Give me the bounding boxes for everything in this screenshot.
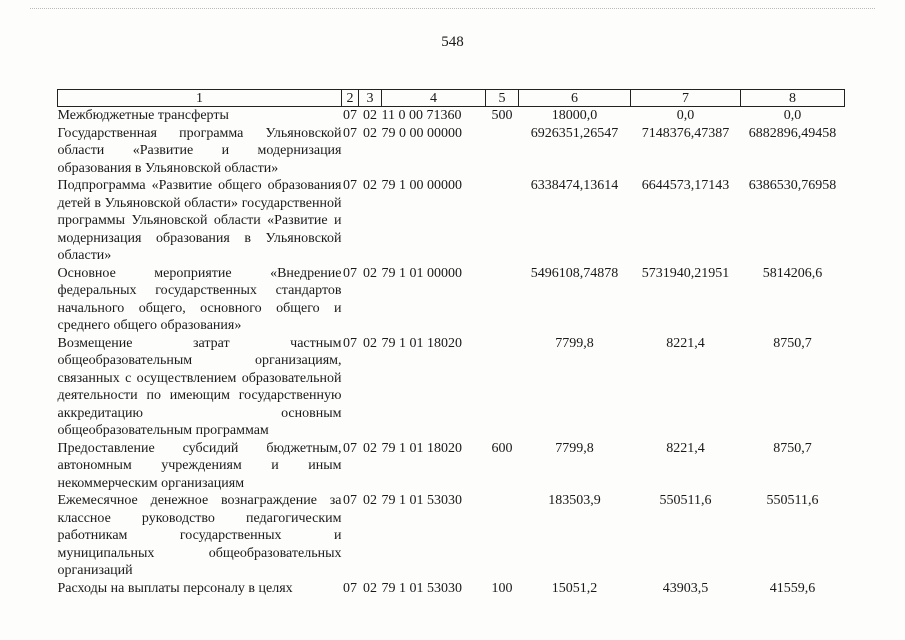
table-row xyxy=(58,107,845,125)
expense-type-code xyxy=(486,492,519,580)
row-description: Межбюджетные трансферты xyxy=(57,108,229,123)
subsection-code: 02 xyxy=(363,178,377,193)
table-row xyxy=(58,125,845,178)
table-row xyxy=(58,440,845,493)
row-description: Возмещение затрат частным общеобразовательным организациям, связанных с осуществлением образовательной деятельности по имеющим государственную аккредитацию основным общеобразовательным программам xyxy=(57,335,342,438)
amount-year-3: 0,0 xyxy=(783,108,802,123)
amount-year-3: 8750,7 xyxy=(773,440,812,456)
target-article-code: 79 1 01 18020 xyxy=(381,335,462,351)
expense-type-code: 500 xyxy=(491,108,513,123)
section-code: 07 xyxy=(343,335,357,351)
amount-year-1: 15051,2 xyxy=(551,580,598,596)
column-header: 1 xyxy=(58,90,342,107)
amount-year-2: 8221,4 xyxy=(666,335,705,351)
amount-year-3: 5814206,6 xyxy=(762,265,823,281)
expense-type-code xyxy=(486,177,519,265)
table-row xyxy=(58,177,845,265)
section-code: 07 xyxy=(343,493,357,508)
subsection-code: 02 xyxy=(363,440,377,456)
table-row xyxy=(58,580,845,598)
amount-year-1: 6338474,13614 xyxy=(530,178,619,193)
amount-year-1: 7799,8 xyxy=(555,335,594,351)
subsection-code: 02 xyxy=(363,580,377,596)
subsection-code: 02 xyxy=(363,108,377,123)
row-description: Ежемесячное денежное вознаграждение за классное руководство педагогическим работникам государственных и муниципальных общеобразовательных организаций xyxy=(57,493,342,578)
amount-year-2: 5731940,21951 xyxy=(641,265,730,281)
row-description: Государственная программа Ульяновской области «Развитие и модернизация образования в Ульяновской области» xyxy=(57,125,342,176)
target-article-code: 79 0 00 00000 xyxy=(381,125,462,141)
target-article-code: 79 1 00 00000 xyxy=(381,178,462,193)
column-header: 2 xyxy=(342,90,359,107)
budget-table xyxy=(57,89,845,597)
target-article-code: 79 1 01 00000 xyxy=(381,265,462,281)
expense-type-code xyxy=(486,125,519,178)
section-code: 07 xyxy=(343,440,357,456)
subsection-code: 02 xyxy=(363,335,377,351)
amount-year-2: 7148376,47387 xyxy=(641,125,730,141)
amount-year-2: 0,0 xyxy=(676,108,695,123)
amount-year-2: 8221,4 xyxy=(666,440,705,456)
section-code: 07 xyxy=(343,178,357,193)
table-row xyxy=(58,265,845,335)
expense-type-code xyxy=(486,335,519,440)
amount-year-3: 41559,6 xyxy=(769,580,816,596)
amount-year-1: 183503,9 xyxy=(548,493,601,508)
section-code: 07 xyxy=(343,108,357,123)
amount-year-1: 6926351,26547 xyxy=(530,125,619,141)
expense-type-code xyxy=(486,265,519,335)
amount-year-2: 6644573,17143 xyxy=(641,178,730,193)
amount-year-2: 550511,6 xyxy=(659,493,712,508)
column-header: 8 xyxy=(741,90,845,107)
target-article-code: 79 1 01 53030 xyxy=(381,580,462,596)
column-header: 3 xyxy=(359,90,382,107)
target-article-code: 11 0 00 71360 xyxy=(381,108,462,123)
subsection-code: 02 xyxy=(363,265,377,281)
table-header-row xyxy=(58,90,845,107)
column-header: 4 xyxy=(382,90,486,107)
target-article-code: 79 1 01 18020 xyxy=(381,440,462,456)
amount-year-1: 18000,0 xyxy=(551,108,598,123)
row-description: Основное мероприятие «Внедрение федеральных государственных стандартов начального общего, основного общего и среднего общего образования» xyxy=(57,265,342,333)
target-article-code: 79 1 01 53030 xyxy=(381,493,462,508)
subsection-code: 02 xyxy=(363,493,377,508)
amount-year-3: 8750,7 xyxy=(773,335,812,351)
amount-year-2: 43903,5 xyxy=(662,580,709,596)
column-header: 5 xyxy=(486,90,519,107)
expense-type-code: 600 xyxy=(491,440,513,456)
page-number: 548 xyxy=(441,34,464,50)
section-code: 07 xyxy=(343,580,357,596)
subsection-code: 02 xyxy=(363,125,377,141)
row-description: Предоставление субсидий бюджетным, автономным учреждениям и иным некоммерческим организациям xyxy=(57,440,342,491)
column-header: 6 xyxy=(519,90,631,107)
amount-year-1: 5496108,74878 xyxy=(530,265,619,281)
amount-year-3: 550511,6 xyxy=(766,493,819,508)
scan-artifact-line xyxy=(30,8,875,9)
section-code: 07 xyxy=(343,265,357,281)
amount-year-3: 6386530,76958 xyxy=(748,178,837,193)
amount-year-3: 6882896,49458 xyxy=(748,125,837,141)
amount-year-1: 7799,8 xyxy=(555,440,594,456)
table-row xyxy=(58,335,845,440)
section-code: 07 xyxy=(343,125,357,141)
column-header: 7 xyxy=(631,90,741,107)
expense-type-code: 100 xyxy=(491,580,513,596)
row-description: Подпрограмма «Развитие общего образования детей в Ульяновской области» государственной программы Ульяновской области «Развитие и модернизация образования в Ульяновской области» xyxy=(57,178,342,263)
table-row xyxy=(58,492,845,580)
row-description: Расходы на выплаты персоналу в целях xyxy=(57,580,293,596)
